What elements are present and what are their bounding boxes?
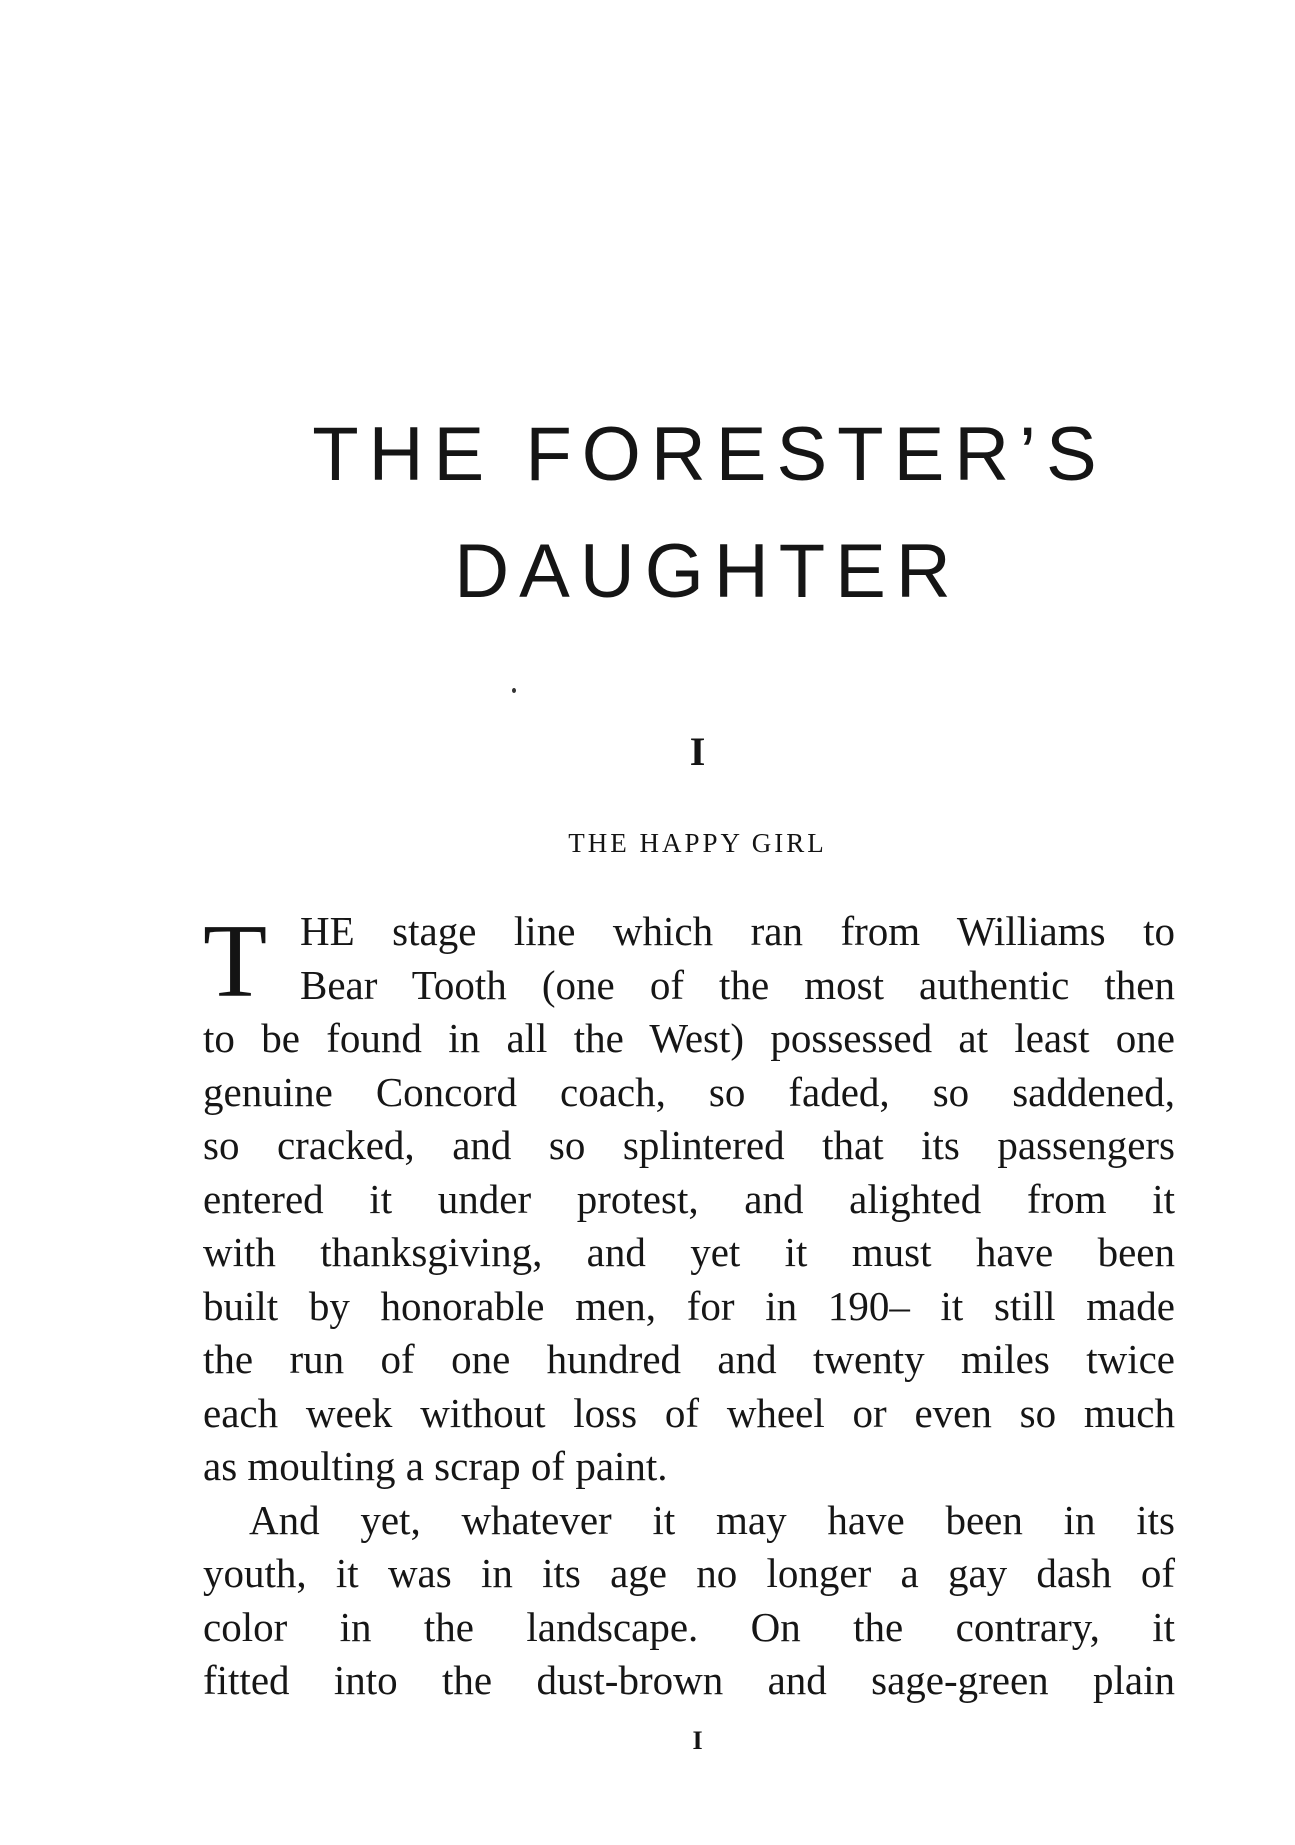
- text-line: as moulting a scrap of paint.: [203, 1443, 668, 1489]
- body-text: [203, 902, 1175, 1708]
- text-line: each week without loss of wheel or even so much: [203, 1389, 1175, 1436]
- text-line: so cracked, and so splintered that its passengers: [203, 1122, 1175, 1168]
- print-speck: [512, 688, 516, 693]
- drop-cap: T: [203, 902, 268, 1019]
- book-title-line-1: THE FORESTER’S: [312, 412, 1107, 497]
- text-line: fitted into the dust-brown and sage-green plain: [203, 1657, 1175, 1703]
- text-line: built by honorable men, for in 190– it still made: [203, 1282, 1175, 1329]
- text-line: to be found in all the West) possessed at least one: [203, 1015, 1175, 1061]
- text-line: genuine Concord coach, so faded, so saddened,: [203, 1068, 1175, 1115]
- page-number: I: [692, 1726, 703, 1755]
- book-title-line-2: DAUGHTER: [454, 529, 961, 614]
- text-line: Bear Tooth (one of the most authentic then: [300, 961, 1175, 1008]
- text-line: entered it under protest, and alighted from it: [203, 1175, 1175, 1222]
- text-line: youth, it was in its age no longer a gay dash of: [203, 1550, 1175, 1596]
- chapter-title: THE HAPPY GIRL: [568, 828, 827, 858]
- text-line: with thanksgiving, and yet it must have been: [203, 1229, 1175, 1275]
- text-line: HE stage line which ran from Williams to: [300, 908, 1175, 954]
- text-line: And yet, whatever it may have been in its: [249, 1496, 1175, 1543]
- chapter-number: I: [689, 729, 706, 774]
- text-line: the run of one hundred and twenty miles twice: [203, 1336, 1175, 1382]
- text-line: color in the landscape. On the contrary, it: [203, 1603, 1175, 1650]
